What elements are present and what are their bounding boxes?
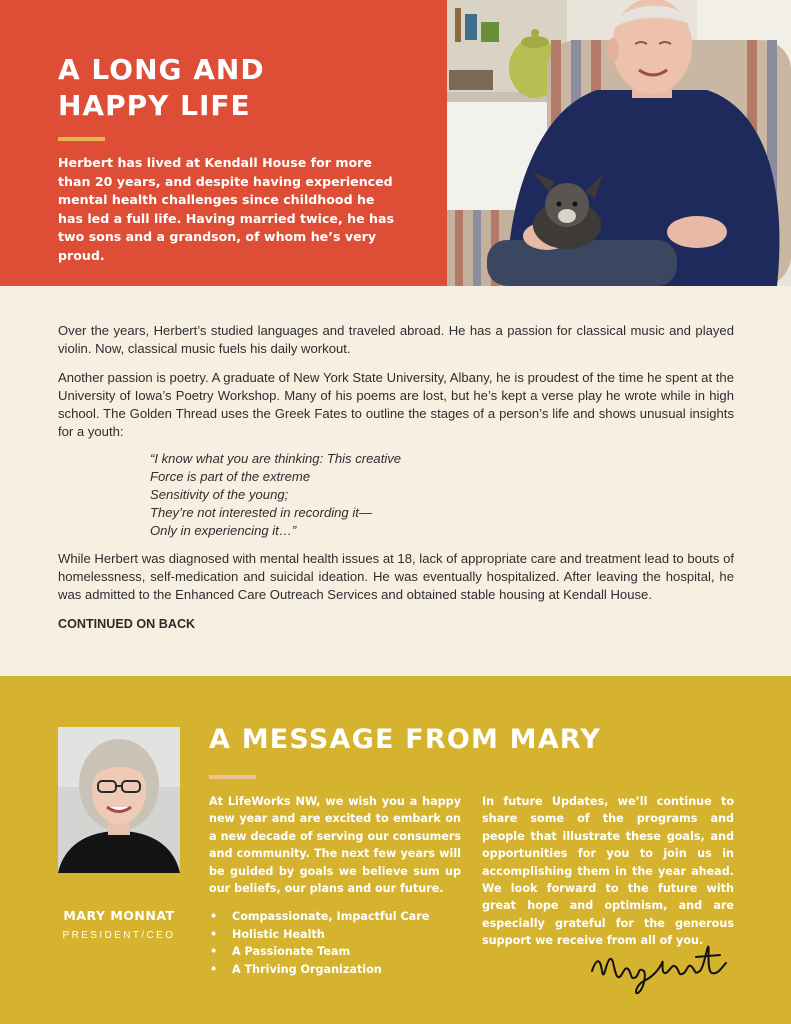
poem-line: Sensitivity of the young; <box>150 487 289 502</box>
story-paragraph-3: While Herbert was diagnosed with mental health issues at 18, lack of appropriate care and treatment lead to bouts of homelessness, self-medication and suicidal ideation. He was eventually hospitalized. After leaving the hospital, he was admitted to the Enhanced Care Outreach Services and obtained stable housing at Kendall House. <box>58 551 734 602</box>
message-column-2: In future Updates, we’ll continue to share some of the programs and people that illustrate these goals, and opportunities for you to join us in accomplishing them in the year ahead. We look forward to the future with great hope and optimism, and are especially grateful for the generous support we receive from all of you. <box>482 795 734 948</box>
poem-line: “I know what you are thinking: This creative <box>150 451 402 466</box>
message-title: A MESSAGE FROM MARY <box>209 724 602 755</box>
hero-text-panel <box>0 0 447 286</box>
goal-item: • Holistic Health <box>209 926 469 944</box>
herbert-photo <box>447 0 791 286</box>
herbert-photo-illustration <box>447 0 791 286</box>
signature-image <box>588 941 730 999</box>
goal-item: • A Passionate Team <box>209 943 469 961</box>
goal-item: • Compassionate, Impactful Care <box>209 908 469 926</box>
goals-list <box>209 908 469 978</box>
poem-line: They’re not interested in recording it— <box>150 505 372 520</box>
message-column-1: At LifeWorks NW, we wish you a happy new year and are excited to embark on a new decade of serving our consumers and community. The next few years will be guided by goals we believe sum up our beliefs, our plans and our future. <box>209 795 461 896</box>
story-paragraph-2: Another passion is poetry. A graduate of New York State University, Albany, he is proudest of the time he spent at the University of Iowa’s Poetry Workshop. Many of his poems are lost, but he’s kept a verse play he wrote while in high school. The Golden Thread uses the Greek Fates to outline the stages of a person’s life and shows unusual insights for a youth: <box>58 370 734 439</box>
mary-role: PRESIDENT/CEO <box>62 930 176 941</box>
goal-item: • A Thriving Organization <box>209 961 469 979</box>
continued-on-back-label: CONTINUED ON BACK <box>58 617 196 631</box>
mary-photo <box>58 727 180 873</box>
hero-title <box>58 52 418 124</box>
mary-photo-illustration <box>58 727 180 873</box>
hero-section <box>0 0 791 286</box>
poem-line: Force is part of the extreme <box>150 469 311 484</box>
message-title-rule <box>209 775 256 779</box>
poem-line: Only in experiencing it…” <box>150 523 297 538</box>
poem-quote <box>150 450 734 540</box>
mary-name: MARY MONNAT <box>63 908 175 923</box>
message-section <box>0 676 791 1024</box>
hero-title-line-1: A LONG AND <box>58 53 265 86</box>
story-paragraph-1: Over the years, Herbert’s studied languages and traveled abroad. He has a passion for classical music and played violin. Now, classical music fuels his daily workout. <box>58 323 734 356</box>
hero-intro-text: Herbert has lived at Kendall House for more than 20 years, and despite having experienced mental health challenges since childhood he has led a full life. Having married twice, he has two sons and a grandson, of whom he’s very proud. <box>58 155 394 263</box>
hero-title-rule <box>58 137 105 141</box>
story-body <box>58 322 734 633</box>
hero-title-line-2: HAPPY LIFE <box>58 89 251 122</box>
